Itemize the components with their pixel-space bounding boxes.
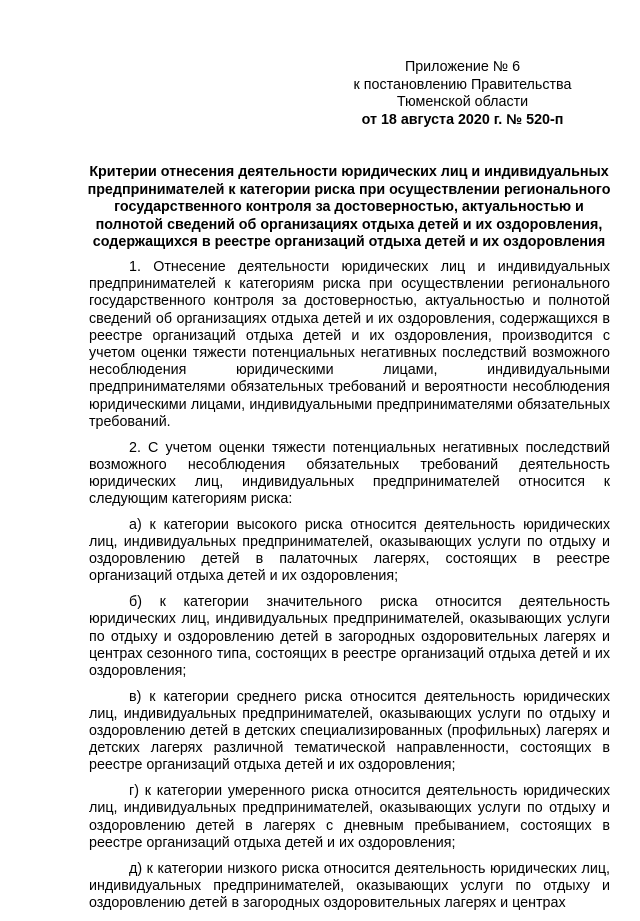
- document-title: Критерии отнесения деятельности юридических лиц и индивидуальных предпринимателей к категории риска при осуществлении регионального государственного контроля за достоверностью, актуальностью и полнотой сведений об организациях отдыха детей и их оздоровления, содержащихся в реестре организаций отдыха детей и их оздоровления: [87, 164, 611, 250]
- paragraph-g: г) к категории умеренного риска относится деятельность юридических лиц, индивидуальных предпринимателей, оказывающих услуги по отдыху и оздоровлению детей в лагерях с дневным пребыванием, состоящих в реестре организаций отдыха детей и их оздоровления;: [89, 783, 610, 851]
- paragraph-b: б) к категории значительного риска относится деятельность юридических лиц, индивидуальных предпринимателей, оказывающих услуги по отдыху и оздоровлению детей в загородных оздоровительных лагерях и центрах сезонного типа, состоящих в реестре организаций отдыха детей и их оздоровления;: [89, 594, 610, 679]
- document-body: [89, 259, 610, 921]
- paragraph-a: а) к категории высокого риска относится деятельность юридических лиц, индивидуальных предпринимателей, оказывающих услуги по отдыху и оздоровлению детей в палаточных лагерях, состоящих в реестре организаций отдыха детей и их оздоровления;: [89, 516, 610, 585]
- paragraph-1: 1. Отнесение деятельности юридических лиц и индивидуальных предпринимателей к категориям риска при осуществлении регионального государственного контроля за достоверностью, актуальностью и полнотой сведений об организациях отдыха детей и их оздоровления, содержащихся в реестре организаций отдыха детей и их оздоровления, производится с учетом оценки тяжести потенциальных негативных последствий возможного несоблюдения юридическими лицами, индивидуальными предпринимателями обязательных требований и вероятности несоблюдения юридическими лицами, индивидуальными предпринимателями обязательных требований.: [89, 259, 610, 430]
- paragraph-2: 2. С учетом оценки тяжести потенциальных негативных последствий возможного несоблюдения обязательных требований деятельность юридических лиц, индивидуальных предпринимателей относится к следующим категориям риска:: [89, 439, 610, 508]
- appendix-reference: к постановлению Правительства: [353, 76, 572, 93]
- appendix-header: [330, 59, 595, 129]
- appendix-date-number: от 18 августа 2020 г. № 520-п: [361, 111, 564, 128]
- appendix-number: Приложение № 6: [404, 59, 521, 75]
- paragraph-d: д) к категории низкого риска относится деятельность юридических лиц, индивидуальных предпринимателей, оказывающих услуги по отдыху и оздоровлению детей в загородных оздоровительных лагерях и центрах: [89, 860, 610, 911]
- appendix-region: Тюменской области: [396, 94, 529, 110]
- paragraph-v: в) к категории среднего риска относится деятельность юридических лиц, индивидуальных предпринимателей, оказывающих услуги по отдыху и оздоровлению детей в детских специализированных (профильных) лагерях и детских лагерях различной тематической направленности, состоящих в реестре организаций отдыха детей и их оздоровления;: [89, 688, 610, 774]
